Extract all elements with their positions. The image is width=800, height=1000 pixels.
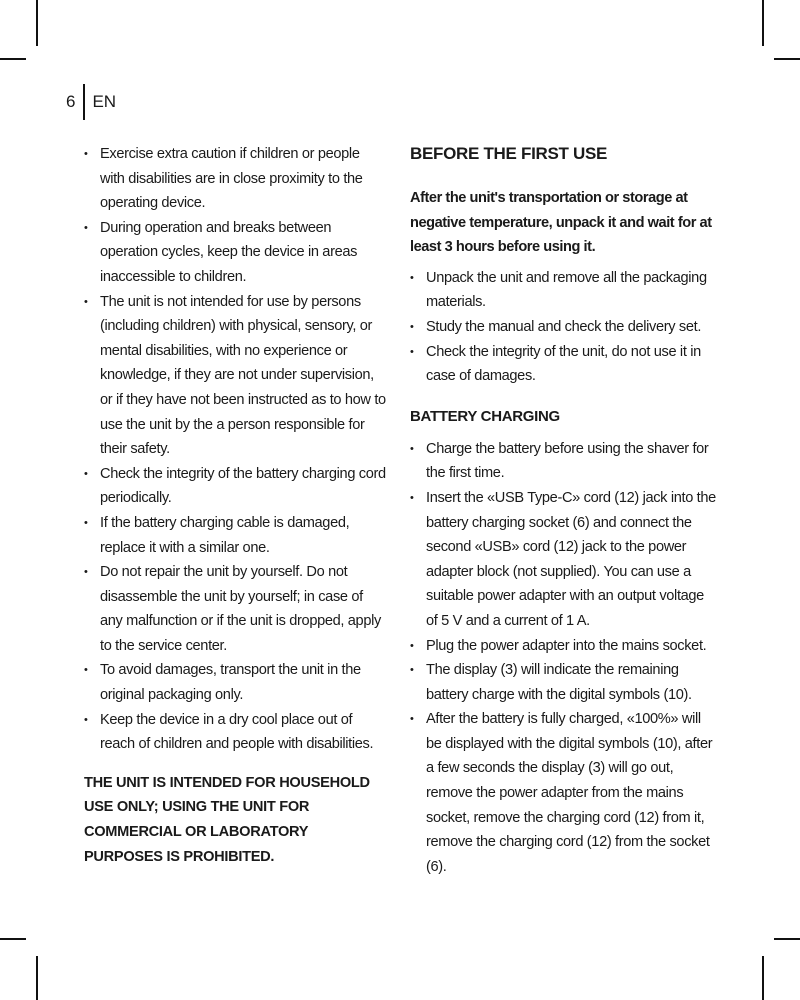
- crop-mark-top-right-vertical: [762, 0, 764, 46]
- before-first-use-heading: BEFORE THE FIRST USE: [410, 144, 608, 163]
- right-column: [410, 142, 718, 879]
- crop-mark-bottom-left-vertical: [36, 956, 38, 1000]
- list-item: • The unit is not intended for use by persons (including children) with physical, sensory, or mental disabilities, with no experience or knowledge, if they are not under supervision, or if they have not been instructed as to how to use the unit by the a person responsible for their safety.: [84, 290, 386, 462]
- page-header: [66, 84, 116, 120]
- list-item: • Check the integrity of the unit, do not use it in case of damages.: [410, 340, 718, 389]
- list-item: • Insert the «USB Type-C» cord (12) jack into the battery charging socket (6) and connect the second «USB» cord (12) jack to the power adapter block (not supplied). You can use a suitable power adapter with an output voltage of 5 V and a current of 1 A.: [410, 486, 718, 634]
- list-item: • If the battery charging cable is damaged, replace it with a similar one.: [84, 511, 386, 560]
- list-item: • During operation and breaks between operation cycles, keep the device in areas inaccessible to children.: [84, 216, 386, 290]
- crop-mark-top-right-horizontal: [774, 58, 800, 60]
- page-number: 6: [66, 92, 76, 111]
- crop-mark-bottom-left-horizontal: [0, 938, 26, 940]
- language-code: EN: [92, 92, 117, 111]
- list-item: • Charge the battery before using the shaver for the first time.: [410, 437, 718, 486]
- left-column: [84, 142, 386, 884]
- list-item: • Study the manual and check the delivery set.: [410, 315, 718, 340]
- battery-charging-heading: BATTERY CHARGING: [410, 407, 560, 425]
- list-item: • Exercise extra caution if children or people with disabilities are in close proximity to the operating device.: [84, 142, 386, 216]
- list-item: • The display (3) will indicate the remaining battery charge with the digital symbols (10).: [410, 658, 718, 707]
- storage-intro: After the unit's transportation or storage at negative temperature, unpack it and wait for at least 3 hours before using it.: [410, 190, 712, 256]
- crop-mark-bottom-right-vertical: [762, 956, 764, 1000]
- crop-mark-top-left-vertical: [36, 0, 38, 46]
- list-item: • Plug the power adapter into the mains socket.: [410, 634, 718, 659]
- list-item: • Check the integrity of the battery charging cord periodically.: [84, 462, 386, 511]
- safety-list: [84, 142, 386, 757]
- list-item: • To avoid damages, transport the unit in the original packaging only.: [84, 658, 386, 707]
- list-item: • Unpack the unit and remove all the packaging materials.: [410, 266, 718, 315]
- household-use-warning: THE UNIT IS INTENDED FOR HOUSEHOLD USE ONLY; USING THE UNIT FOR COMMERCIAL OR LABORATORY PURPOSES IS PROHIBITED.: [84, 774, 370, 865]
- list-item: • Keep the device in a dry cool place out of reach of children and people with disabilities.: [84, 708, 386, 757]
- list-item: • After the battery is fully charged, «100%» will be displayed with the digital symbols (10), after a few seconds the display (3) will go out, remove the power adapter from the mains socket, remove the charging cord (12) from it, remove the charging cord (12) from the socket (6).: [410, 707, 718, 879]
- crop-mark-bottom-right-horizontal: [774, 938, 800, 940]
- header-divider: [83, 84, 85, 120]
- crop-mark-top-left-horizontal: [0, 58, 26, 60]
- before-first-use-list: [410, 266, 718, 389]
- battery-charging-list: [410, 437, 718, 880]
- list-item: • Do not repair the unit by yourself. Do not disassemble the unit by yourself; in case of any malfunction or if the unit is dropped, apply to the service center.: [84, 560, 386, 658]
